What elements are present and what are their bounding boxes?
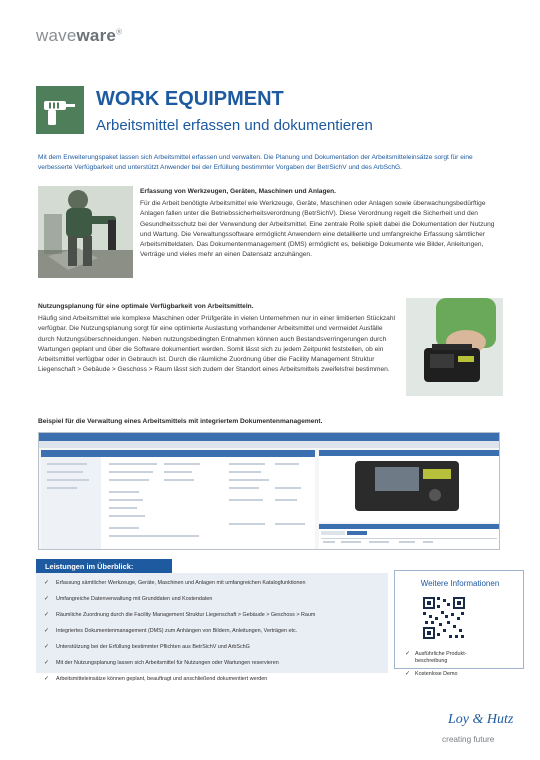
weitere-informationen-title: Weitere Informationen	[420, 579, 500, 588]
section-nutzungsplanung-body: Häufig sind Arbeitsmittel wie komplexe Maschinen oder Prüfgeräte in vielen Unternehmen nur in einer limitierten Stückzahl verfügbar. Die Nutzungsplanung sorgt für eine optimierte Auslastung vorhandener Arbeitsmittel und vermeidet Ausfälle durch Nutzungsüberschneidungen. Neben nutzungsbedingten Entnahmen können auch Bestandsverringerungen durch Wartungen geplant und über die Software dokumentiert werden. Somit lässt sich zu jedem Zeitpunkt feststellen, ob ein Arbeitsmittel verfügbar oder in Gebrauch ist. Durch die räumliche Zuordnung über die Facility Management Struktur Liegenschaft > Gebäude > Geschoss > Raum lässt sich zudem der Standort eines Arbeitsmittels zweifelsfrei bestimmen.	[38, 315, 395, 374]
leistungen-title: Leistungen im Überblick:	[36, 559, 172, 573]
page-title: WORK EQUIPMENT	[96, 88, 284, 110]
check-icon: ✓	[44, 596, 50, 602]
check-icon: ✓	[44, 628, 50, 634]
check-icon: ✓	[44, 660, 50, 666]
section-erfassung-body: Für die Arbeit benötigte Arbeitsmittel wie Werkzeuge, Geräte, Maschinen oder Anlagen sowie überwachungsbedürftige Anlagen fallen unter die Betriebssicherheitsverordnung (BetrSichV). Diese Verordnung regelt die Sicherheit und den Gesundheitsschutz bei der Verwendung der Arbeitsmittel. Eine zentrale Rolle spielt dabei die Dokumentation der Nutzung und Wartung. Die Verwaltungssoftware ermöglicht Anwendern eine detaillierte und umfangreiche Erfassung sämtlicher Arbeitsmitteldaten. Das Dokumentenmanagement (DMS) ermöglicht es, beliebige Dokumente wie Bilder, Anleitungen, Verträge und vieles mehr an einen Datensatz anzuhängen.	[140, 200, 495, 259]
check-icon: ✓	[44, 580, 50, 586]
qr-code-icon[interactable]	[423, 597, 465, 639]
loy-hutz-logo: Loy & Hutz	[448, 712, 514, 727]
waveware-logo: waveware®	[36, 26, 123, 45]
check-icon: ✓	[44, 644, 50, 650]
worker-photo	[38, 186, 133, 278]
section-erfassung	[140, 187, 506, 260]
list-item: ✓ Umfangreiche Datenverwaltung mit Grunddaten und Kostendaten	[44, 596, 213, 602]
list-item: ✓ Integriertes Dokumentenmanagement (DMS) zum Anhängen von Bildern, Anleitungen, Verträgen etc.	[44, 628, 298, 634]
check-icon: ✓	[405, 651, 411, 657]
check-icon: ✓	[44, 612, 50, 618]
list-item: ✓ Erfassung sämtlicher Werkzeuge, Geräte, Maschinen und Anlagen mit umfangreichen Katalogfunktionen	[44, 580, 306, 586]
check-icon: ✓	[44, 676, 50, 682]
drill-icon	[36, 86, 84, 134]
list-item[interactable]: ✓ Kostenlose Demo	[405, 671, 458, 677]
list-item[interactable]: ✓ Ausführliche Produkt-beschreibung	[405, 651, 467, 664]
list-item: ✓ Arbeitsmitteleinsätze können geplant, beauftragt und anschließend dokumentiert werden	[44, 676, 268, 682]
weitere-informationen-box	[394, 570, 524, 677]
intro-text: Mit dem Erweiterungspaket lassen sich Arbeitsmittel erfassen und verwalten. Die Planung und Dokumentation der Arbeitsmitteleinsätze sorgt für eine verbesserte Verfügbarkeit und unterstützt Anwender bei der Erfüllung bestimmter Vorgaben der BetrSichV und des ArbSchG.	[38, 154, 473, 171]
list-item: ✓ Räumliche Zuordnung durch die Facility Management Struktur Liegenschaft > Gebäude > Geschoss > Raum	[44, 612, 316, 618]
software-screenshot	[38, 432, 500, 550]
section-nutzungsplanung	[38, 302, 400, 375]
weitere-informationen-list	[405, 651, 481, 678]
leistungen-list	[44, 580, 384, 692]
section-nutzungsplanung-heading: Nutzungsplanung für eine optimale Verfügbarkeit von Arbeitsmitteln.	[38, 303, 254, 310]
screenshot-caption: Beispiel für die Verwaltung eines Arbeitsmittels mit integriertem Dokumentenmanagement.	[38, 418, 323, 425]
list-item: ✓ Unterstützung bei der Erfüllung bestimmter Pflichten aus BetrSichV und ArbSchG	[44, 644, 250, 650]
page-subtitle: Arbeitsmittel erfassen und dokumentieren	[96, 117, 373, 134]
list-item: ✓ Mit der Nutzungsplanung lassen sich Arbeitsmittel für Nutzungen oder Wartungen reservieren	[44, 660, 279, 666]
device-photo	[406, 298, 503, 396]
tagline: creating future	[442, 735, 495, 744]
section-erfassung-heading: Erfassung von Werkzeugen, Geräten, Maschinen und Anlagen.	[140, 188, 337, 195]
check-icon: ✓	[405, 671, 411, 677]
